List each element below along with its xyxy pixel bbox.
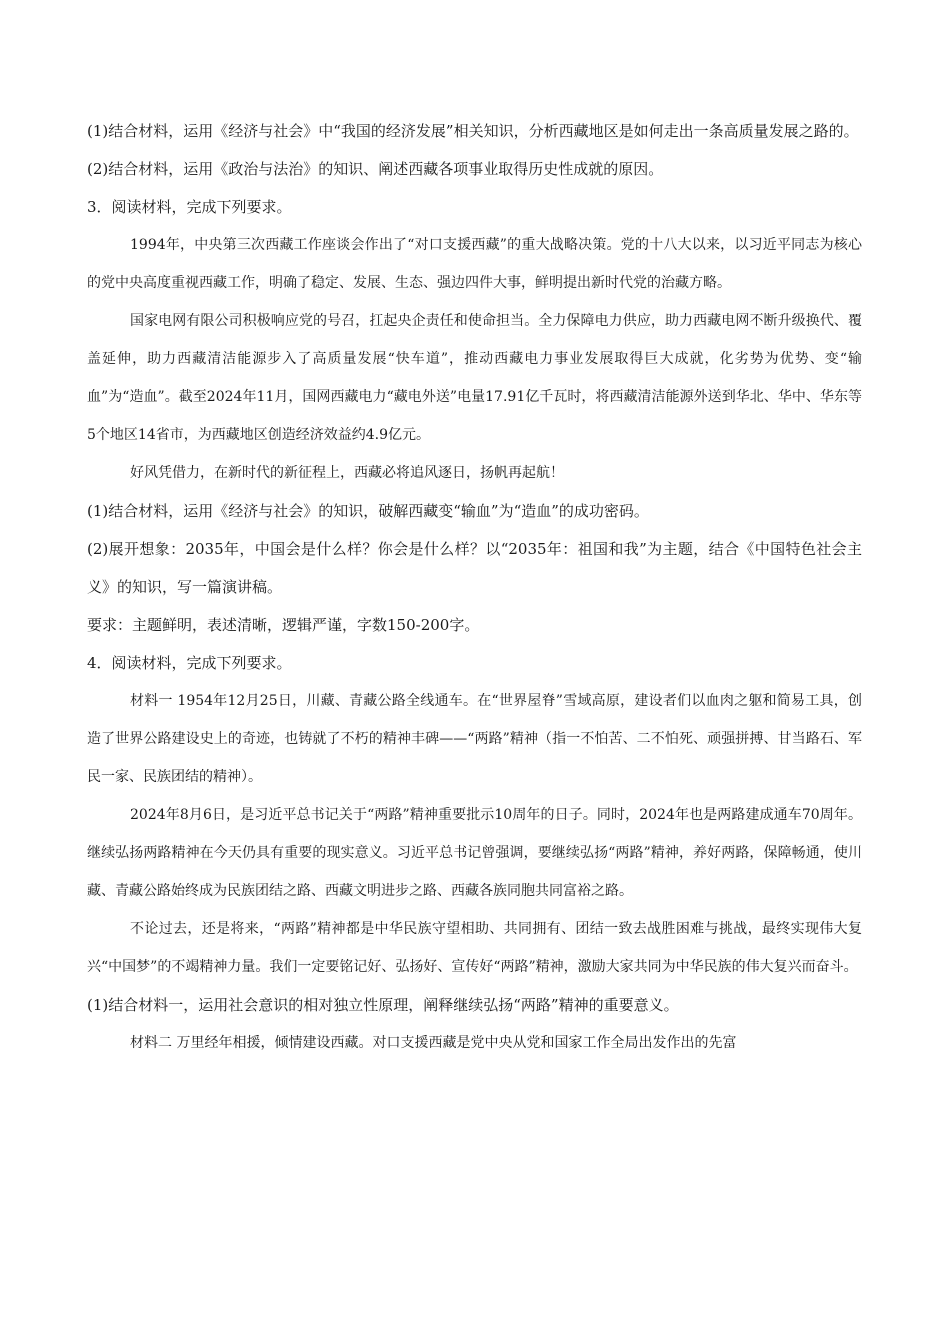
q3-paragraph-2: 国家电网有限公司积极响应党的号召，扛起央企责任和使命担当。全力保障电力供应，助力西藏电网不断升级换代、覆盖延伸，助力西藏清洁能源步入了高质量发展“快车道”，推动西藏电力事业发展取得巨大成就，化劣势为优势、变“输血”为“造血”。截至2024年11月，国网西藏电力“藏电外送”电量17.91亿千瓦时，将西藏清洁能源外送到华北、华中、华东等5个地区14省市，为西藏地区创造经济效益约4.9亿元。 [87,313,862,443]
q2-sub2: (2)结合材料，运用《政治与法治》的知识、阐述西藏各项事业取得历史性成就的原因。 [87,160,664,178]
q3-sub1: (1)结合材料，运用《经济与社会》的知识，破解西藏变“输血”为“造血”的成功密码。 [87,502,649,520]
q2-sub1: (1)结合材料，运用《经济与社会》中“我国的经济发展”相关知识，分析西藏地区是如何走出一条高质量发展之路的。 [87,122,859,140]
q3-paragraph-3: 好风凭借力，在新时代的新征程上，西藏必将追风逐日，扬帆再起航！ [130,465,564,481]
q3-paragraph-1: 1994年，中央第三次西藏工作座谈会作出了“对口支援西藏”的重大战略决策。党的十八大以来，以习近平同志为核心的党中央高度重视西藏工作，明确了稳定、发展、生态、强边四件大事，鲜明提出新时代党的治藏方略。 [87,237,862,291]
q3-sub2: (2)展开想象：2035年，中国会是什么样？你会是什么样？以“2035年：祖国和我”为主题，结合《中国特色社会主义》的知识，写一篇演讲稿。 [87,540,862,596]
q4-sub1: (1)结合材料一，运用社会意识的相对独立性原理，阐释继续弘扬“两路”精神的重要意义。 [87,996,679,1014]
document-page [87,112,862,1062]
q4-paragraph-2: 2024年8月6日，是习近平总书记关于“两路”精神重要批示10周年的日子。同时，2024年也是两路建成通车70周年。继续弘扬两路精神在今天仍具有重要的现实意义。习近平总书记曾强调，要继续弘扬“两路”精神，养好两路，保障畅通，使川藏、青藏公路始终成为民族团结之路、西藏文明进步之路、西藏各族同胞共同富裕之路。 [87,807,862,899]
q3-heading: 3．阅读材料，完成下列要求。 [87,198,292,216]
q3-requirement: 要求：主题鲜明，表述清晰，逻辑严谨，字数150-200字。 [87,616,480,634]
q4-paragraph-3: 不论过去，还是将来，“两路”精神都是中华民族守望相助、共同拥有、团结一致去战胜困难与挑战，最终实现伟大复兴“中国梦”的不竭精神力量。我们一定要铭记好、弘扬好、宣传好“两路”精神，激励大家共同为中华民族的伟大复兴而奋斗。 [87,921,862,975]
q4-material-1: 材料一 1954年12月25日，川藏、青藏公路全线通车。在“世界屋脊”雪域高原，建设者们以血肉之躯和简易工具，创造了世界公路建设史上的奇迹，也铸就了不朽的精神丰碑——“两路”精神（指一不怕苦、二不怕死、顽强拼搏、甘当路石、军民一家、民族团结的精神）。 [87,693,862,785]
q4-material-2: 材料二 万里经年相援，倾情建设西藏。对口支援西藏是党中央从党和国家工作全局出发作出的先富 [130,1035,737,1051]
q4-heading: 4．阅读材料，完成下列要求。 [87,654,292,672]
